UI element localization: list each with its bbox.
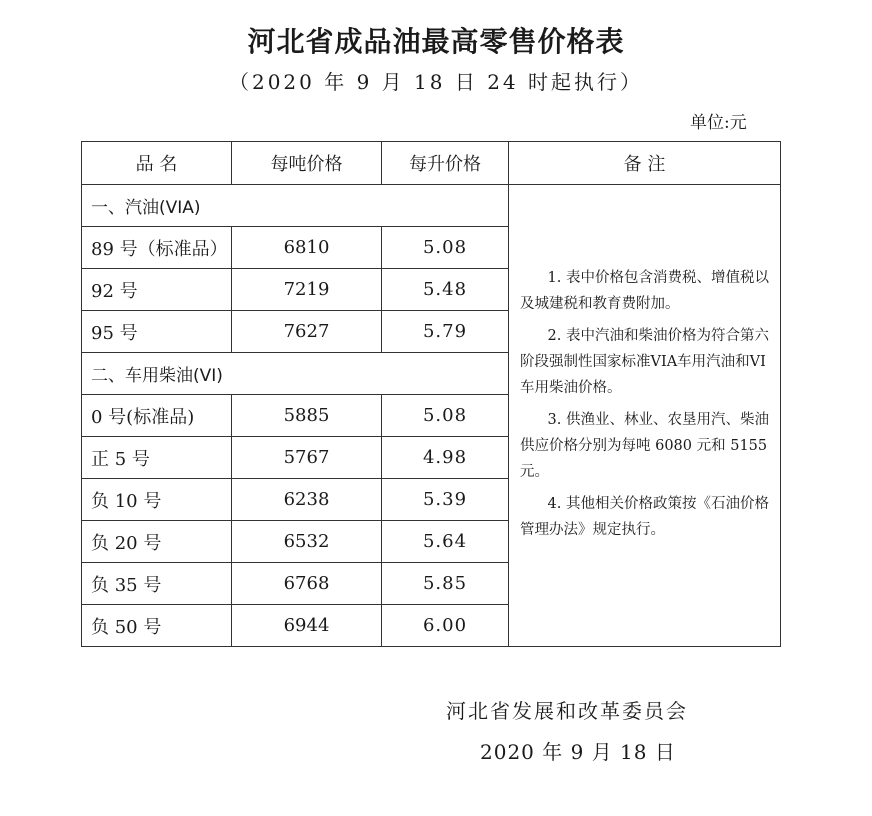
price-per-liter: 5.39 [382, 479, 509, 521]
product-name: 92 号 [82, 269, 232, 311]
note-item: 2. 表中汽油和柴油价格为符合第六阶段强制性国家标准VIA车用汽油和VI车用柴油价格。 [520, 328, 769, 396]
product-name: 95 号 [82, 311, 232, 353]
price-per-ton: 5885 [232, 395, 382, 437]
category-gasoline: 一、汽油(VIA) [82, 185, 509, 227]
price-per-ton: 6532 [232, 521, 382, 563]
note-item: 4. 其他相关价格政策按《石油价格管理办法》规定执行。 [520, 496, 769, 538]
price-per-ton: 6944 [232, 605, 382, 647]
unit-label: 单位:元 [690, 113, 747, 133]
price-per-liter: 5.64 [382, 521, 509, 563]
price-per-ton: 7219 [232, 269, 382, 311]
price-per-ton: 6238 [232, 479, 382, 521]
price-per-liter: 6.00 [382, 605, 509, 647]
table-header-row [82, 142, 781, 185]
issue-date: 2020 年 9 月 18 日 [480, 740, 676, 764]
note-item: 1. 表中价格包含消费税、增值税以及城建税和教育费附加。 [520, 270, 769, 312]
price-per-ton: 6768 [232, 563, 382, 605]
product-name: 负 10 号 [82, 479, 232, 521]
issuing-agency: 河北省发展和改革委员会 [446, 699, 688, 723]
price-per-ton: 7627 [232, 311, 382, 353]
category-diesel: 二、车用柴油(VI) [82, 353, 509, 395]
product-name: 89 号（标准品） [82, 227, 232, 269]
price-per-liter: 5.08 [382, 227, 509, 269]
header-notes: 备 注 [509, 142, 781, 185]
price-per-liter: 5.48 [382, 269, 509, 311]
category-row-gasoline [82, 185, 781, 227]
price-per-liter: 5.85 [382, 563, 509, 605]
header-product-name: 品 名 [82, 142, 232, 185]
product-name: 负 35 号 [82, 563, 232, 605]
price-per-ton: 5767 [232, 437, 382, 479]
note-item: 3. 供渔业、林业、农垦用汽、柴油供应价格分别为每吨 6080 元和 5155 元。 [520, 412, 769, 480]
price-per-liter: 5.79 [382, 311, 509, 353]
price-per-ton: 6810 [232, 227, 382, 269]
header-price-per-ton: 每吨价格 [232, 142, 382, 185]
price-per-liter: 4.98 [382, 437, 509, 479]
product-name: 0 号(标准品) [82, 395, 232, 437]
price-per-liter: 5.08 [382, 395, 509, 437]
effective-time-subtitle: （2020 年 9 月 18 日 24 时起执行） [228, 70, 644, 94]
header-price-per-liter: 每升价格 [382, 142, 509, 185]
notes-list [509, 265, 780, 543]
price-table [81, 141, 781, 647]
notes-cell [509, 185, 781, 647]
product-name: 负 20 号 [82, 521, 232, 563]
document-title: 河北省成品油最高零售价格表 [247, 25, 625, 58]
product-name: 正 5 号 [82, 437, 232, 479]
product-name: 负 50 号 [82, 605, 232, 647]
